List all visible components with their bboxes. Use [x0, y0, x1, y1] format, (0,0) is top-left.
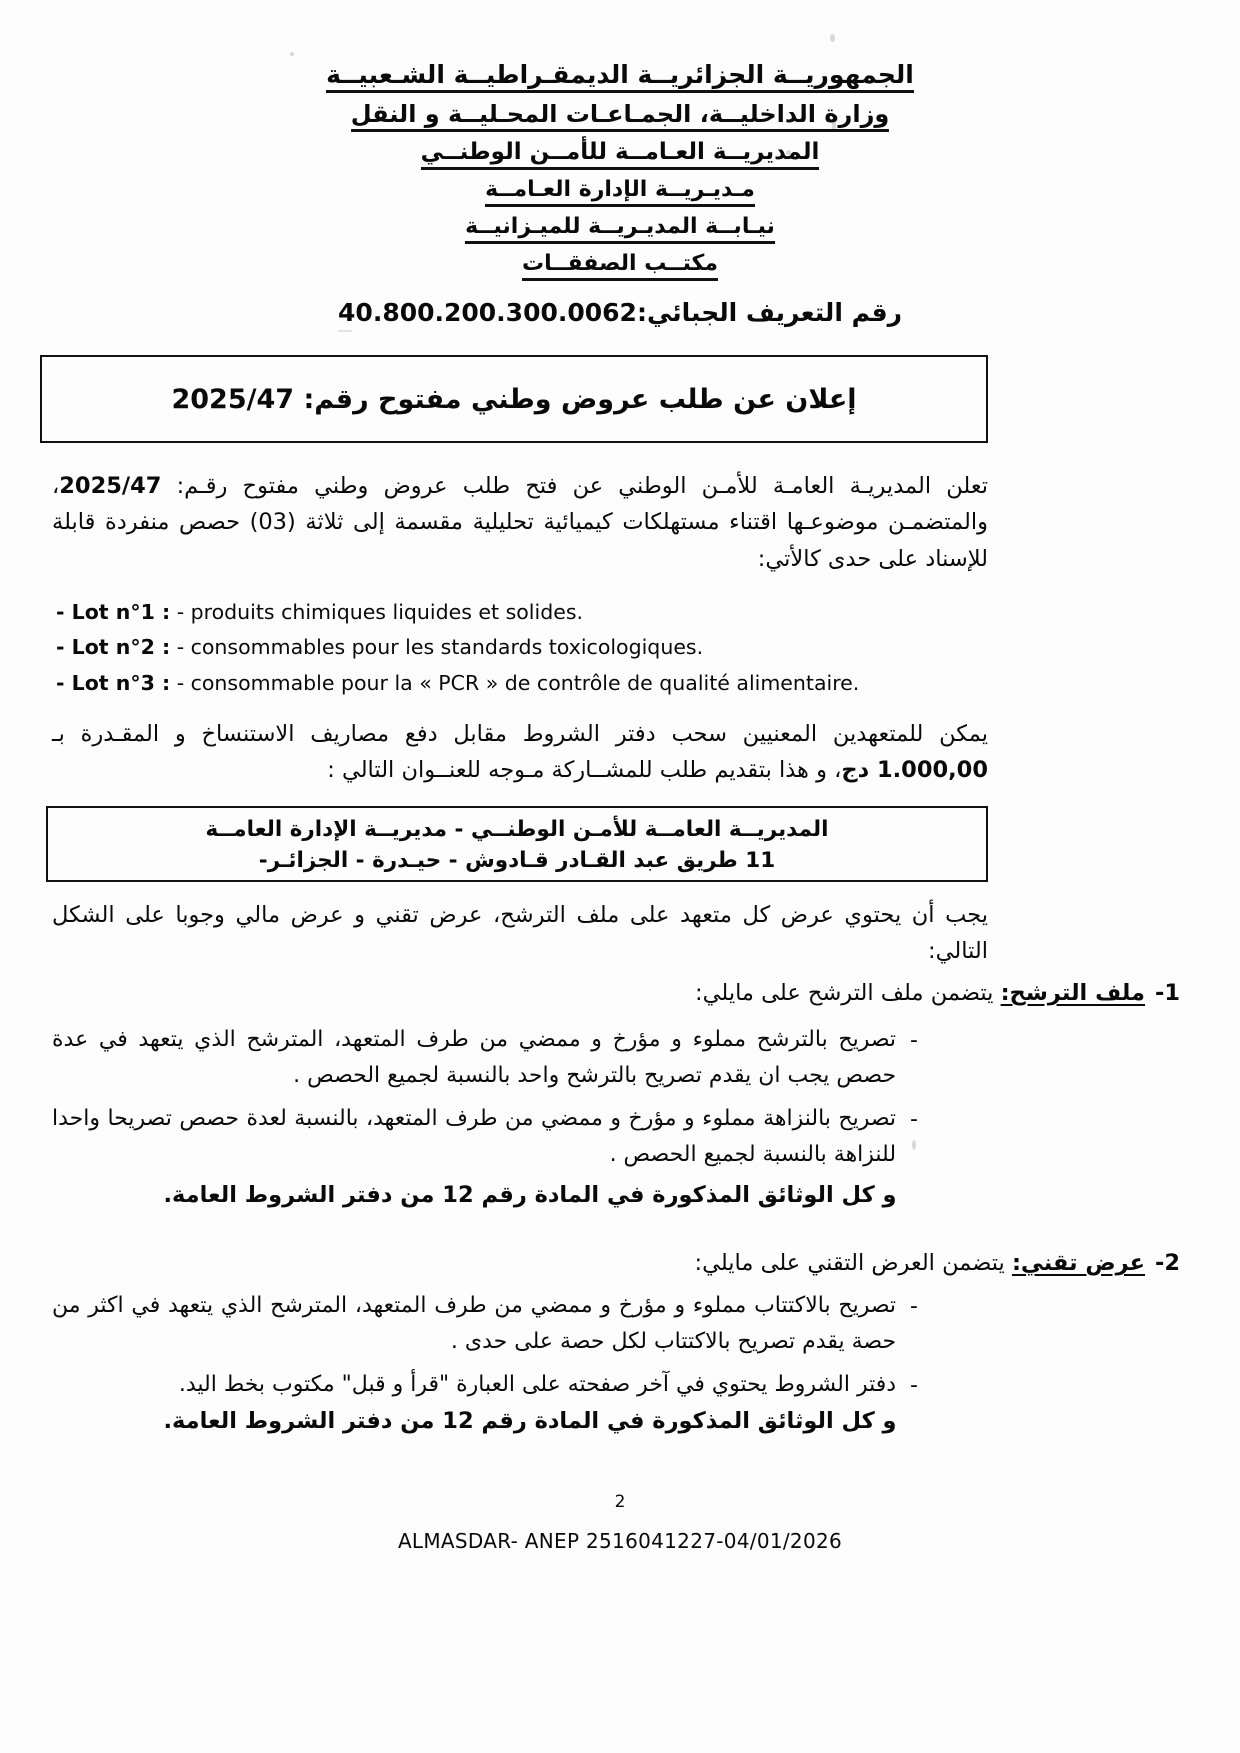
withdrawal-text-before: يمكن للمتعهدين المعنيين سحب دفتر الشروط مقابل دفع مصاريف الاستنساخ و المقـدرة بـ	[52, 721, 988, 747]
header-line-dgsn-text: المديريــة العـامــة للأمــن الوطنــي	[421, 141, 820, 170]
lot-item	[56, 666, 956, 701]
section-1-header	[620, 975, 1180, 1011]
scan-streak	[338, 330, 352, 332]
bullet-item	[52, 1101, 918, 1172]
header-line-administration-text: مـديـريــة الإدارة العـامــة	[485, 179, 755, 207]
header-line-budget-text: نيـابــة المديـريــة للميـزانيــة	[465, 216, 775, 244]
announcement-title-box	[40, 355, 988, 443]
address-line-street: 11 طريق عبد القـادر قـادوش - حيـدرة - الجزائـر-	[258, 848, 776, 874]
intro-text-before: تعلن المديريـة العامـة للأمـن الوطني عن فتح طلب عروض وطني مفتوح رقـم:	[161, 473, 988, 499]
bullet-text: تصريح بالنزاهة مملوء و مؤرخ و ممضي من طرف المتعهد، بالنسبة لعدة حصص تصريحا واحدا للنزاهة بالنسبة لجميع الحصص .	[52, 1106, 897, 1167]
section-2-lead: يتضمن العرض التقني على مايلي:	[694, 1250, 1012, 1276]
tax-id-label: رقم التعريف الجبائي:	[636, 298, 902, 327]
address-box	[46, 806, 988, 882]
lots-list	[56, 595, 956, 701]
intro-paragraph	[52, 468, 988, 577]
bullet-text: تصريح بالترشح مملوء و مؤرخ و ممضي من طرف المتعهد، المترشح الذي يتعهد في عدة حصص يجب ان يقدم تصريح بالترشح واحد بالنسبة لجميع الحصص .	[52, 1027, 897, 1088]
withdrawal-amount: 1.000,00 دج	[841, 757, 988, 784]
offer-requirements-paragraph: يجب أن يحتوي عرض كل متعهد على ملف الترشح، عرض تقني و عرض مالي وجوبا على الشكل التالي:	[52, 902, 988, 965]
header-line-republic	[0, 62, 1240, 93]
tax-identification-line	[0, 298, 1240, 327]
lot-description: - consommable pour la « PCR » de contrôle de qualité alimentaire.	[170, 670, 860, 695]
scan-speck	[290, 52, 294, 56]
header-line-ministry	[0, 102, 1240, 132]
header-line-budget	[0, 216, 1240, 244]
section-2-header	[620, 1245, 1180, 1281]
header-line-ministry-text: وزارة الداخليــة، الجمـاعـات المحـليــة و النقل	[351, 102, 890, 132]
intro-reference-number: 2025/47	[59, 473, 162, 499]
tax-id-number: 40.800.200.300.0062	[338, 298, 637, 327]
section-1-lead: يتضمن ملف الترشح على مايلي:	[695, 980, 1001, 1006]
bullet-text: دفتر الشروط يحتوي في آخر صفحته على العبارة "قرأ و قبل" مكتوب بخط اليد.	[178, 1372, 897, 1398]
scan-speck	[830, 34, 835, 42]
section-2-heading: عرض تقني:	[1011, 1250, 1145, 1276]
lot-label: - Lot n°1 :	[56, 600, 171, 624]
bullet-dash-icon: -	[910, 1373, 918, 1399]
page-number: 2	[614, 1492, 626, 1512]
lot-item	[56, 595, 956, 630]
header-line-republic-text: الجمهوريــة الجزائريــة الديمقـراطيــة الشـعبيــة	[326, 62, 914, 93]
lot-description: - consommables pour les standards toxicologiques.	[170, 635, 704, 660]
bullet-dash-icon: -	[910, 1294, 918, 1319]
bullet-item	[52, 1022, 918, 1093]
intro-text-after: ، والمتضمـن موضوعـها اقتناء مستهلكات كيميائية تحليلية مقسمة إلى ثلاثة (03) حصص منفردة قابلة للإسناد على حدى كالأتي:	[52, 473, 988, 572]
header-line-contracts-office	[0, 253, 1240, 281]
lot-description: - produits chimiques liquides et solides.	[170, 600, 584, 624]
announcement-title: إعلان عن طلب عروض وطني مفتوح رقم: 2025/47	[171, 383, 857, 415]
section-1-heading: ملف الترشح:	[1000, 980, 1145, 1006]
lot-item	[56, 630, 956, 665]
section-2-closing: و كل الوثائق المذكورة في المادة رقم 12 من دفتر الشروط العامة.	[163, 1408, 897, 1434]
section-1-closing: و كل الوثائق المذكورة في المادة رقم 12 من دفتر الشروط العامة.	[163, 1182, 897, 1208]
section-1-number: 1-	[1155, 980, 1180, 1006]
bullet-dash-icon: -	[910, 1028, 918, 1053]
bullet-text: تصريح بالاكتتاب مملوء و مؤرخ و ممضي من طرف المتعهد، المترشح الذي يتعهد في اكثر من حصة يقدم تصريح بالاكتتاب لكل حصة على حدى .	[52, 1293, 897, 1354]
withdrawal-paragraph	[52, 716, 988, 789]
document-header	[0, 62, 1240, 290]
footer-anep-reference: ALMASDAR- ANEP 2516041227-04/01/2026	[397, 1529, 843, 1553]
withdrawal-text-after: ، و هذا بتقديم طلب للمشــاركة مـوجه للعنــوان التالي :	[327, 757, 842, 784]
section-1-bullets	[52, 1022, 918, 1181]
header-line-administration	[0, 179, 1240, 207]
bullet-item	[52, 1288, 918, 1359]
lot-label: - Lot n°2 :	[56, 635, 171, 660]
header-line-contracts-office-text: مكتــب الصفقــات	[522, 253, 718, 281]
section-2-number: 2-	[1155, 1250, 1180, 1276]
section-2-bullets	[52, 1288, 918, 1412]
address-line-organization: المديريــة العامــة للأمـن الوطنــي - مديريــة الإدارة العامــة	[205, 817, 829, 842]
bullet-item	[52, 1367, 918, 1404]
lot-label: - Lot n°3 :	[56, 670, 171, 695]
header-line-dgsn	[0, 141, 1240, 170]
bullet-dash-icon: -	[910, 1107, 918, 1133]
